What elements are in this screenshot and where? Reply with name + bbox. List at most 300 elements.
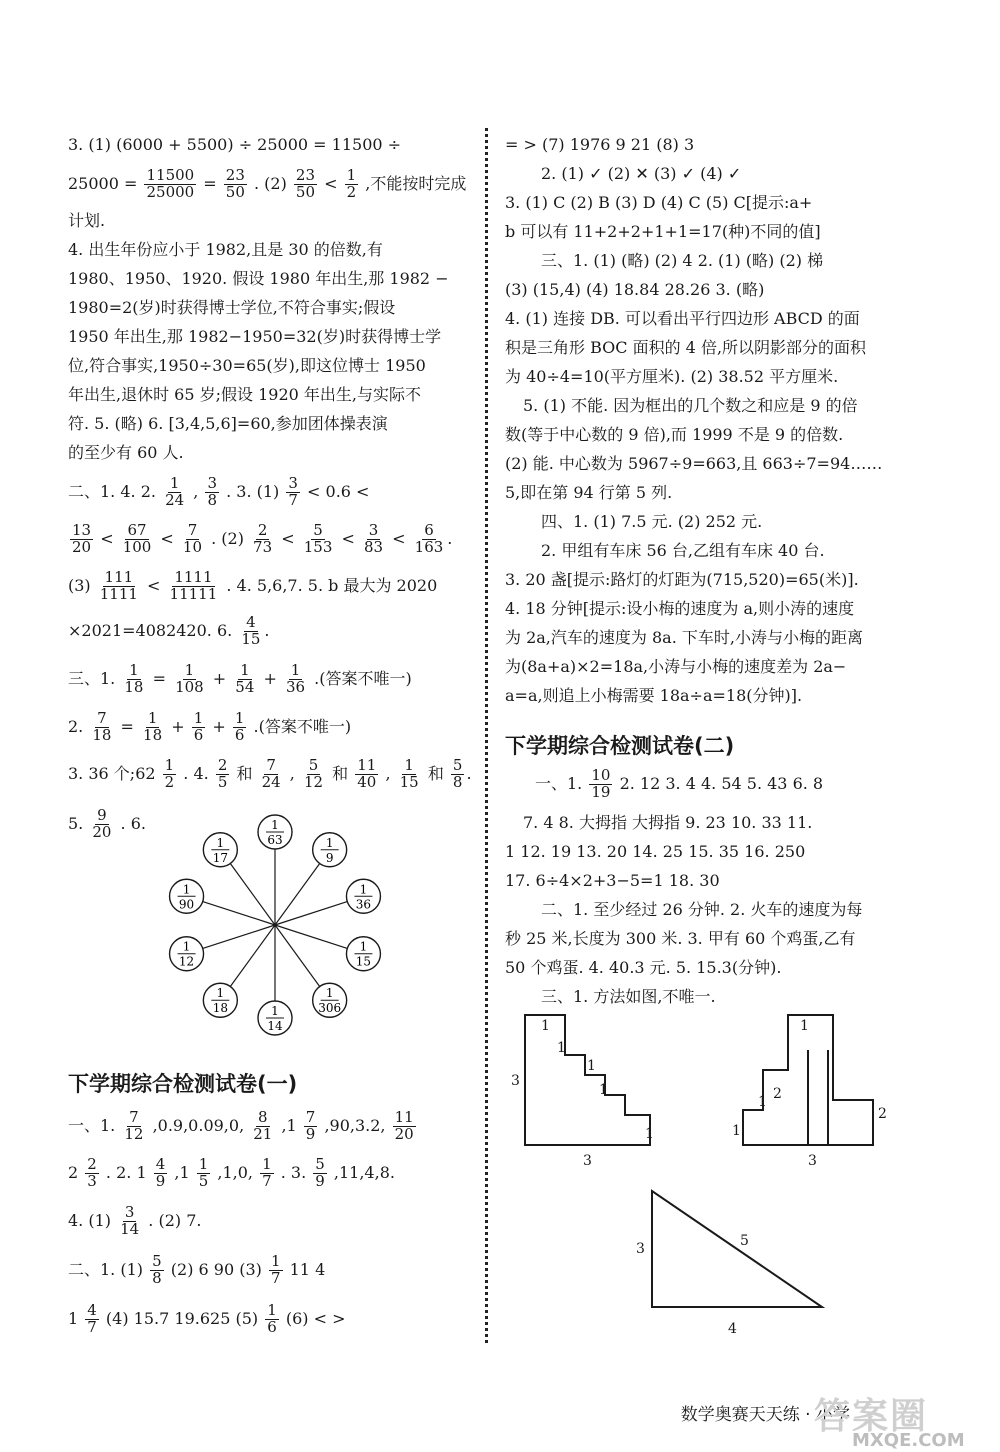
text-span: 计划. — [68, 211, 106, 230]
text-line — [523, 808, 812, 838]
wheel-denominator: 90 — [178, 897, 195, 912]
denominator: 5 — [198, 1171, 209, 1190]
numerator: 3 — [207, 474, 217, 492]
numerator: 1 — [267, 1301, 277, 1319]
numerator: 1 — [234, 709, 245, 727]
denominator: 8 — [152, 1268, 162, 1287]
text-span: (6) < > — [285, 1308, 346, 1328]
fraction — [313, 1157, 327, 1190]
text-line — [68, 1301, 346, 1336]
text-span: .(答案不唯一) — [314, 668, 412, 688]
text-span: 25000 = — [68, 173, 138, 193]
denominator: 8 — [452, 772, 463, 791]
l-shape-label: 3 — [808, 1153, 817, 1169]
text-span: ,不能按时完成 — [365, 173, 467, 193]
text-line — [68, 438, 184, 468]
numerator: 5 — [308, 756, 319, 774]
numerator: 5 — [313, 521, 323, 539]
numerator: 67 — [127, 521, 147, 539]
text-span: 3. (1) (6000 + 5500) ÷ 25000 = 11500 ÷ — [68, 135, 402, 154]
numerator: 1 — [270, 1252, 281, 1270]
denominator: 25000 — [146, 182, 195, 201]
wheel-numerator: 1 — [271, 1004, 279, 1018]
text-line — [68, 235, 383, 265]
numerator: 1 — [184, 661, 195, 679]
fraction-wheel-diagram — [162, 812, 388, 1038]
l-shape-label: 2 — [878, 1106, 887, 1122]
text-line — [68, 293, 395, 323]
denominator: 9 — [315, 1171, 325, 1190]
wheel-spoke — [275, 902, 347, 925]
text-span: 4. 18 分钟[提示:设小梅的速度为 a,则小涛的速度 — [505, 599, 855, 618]
staircase-label: 1 — [541, 1018, 550, 1034]
numerator: 1 — [262, 1155, 272, 1173]
wheel-numerator: 1 — [182, 939, 191, 954]
text-line — [541, 982, 716, 1012]
denominator: 8 — [207, 490, 217, 509]
numerator: 5 — [452, 756, 463, 774]
fraction — [118, 1205, 141, 1238]
fraction — [141, 711, 164, 744]
numerator: 7 — [187, 521, 198, 539]
wheel-denominator: 15 — [355, 954, 372, 969]
text-span: . 2. 1 — [105, 1162, 147, 1182]
denominator: 24 — [165, 490, 185, 509]
text-span: 和 — [236, 763, 253, 783]
text-line — [505, 362, 838, 392]
text-span: < — [341, 528, 355, 548]
denominator: 20 — [92, 822, 112, 841]
numerator: 8 — [258, 1108, 268, 1126]
text-line — [68, 380, 421, 410]
fraction — [216, 758, 230, 791]
numerator: 1 — [193, 709, 204, 727]
text-span: 2. 12 3. 4 4. 54 5. 43 6. 8 — [619, 773, 824, 793]
numerator: 10 — [591, 766, 611, 784]
wheel-spoke — [230, 864, 275, 925]
numerator: 1 — [198, 1155, 209, 1173]
denominator: 18 — [143, 725, 163, 744]
text-line: ×2021=4082420. 6. $\frac{4}{15}$ . — [68, 613, 270, 648]
text-span: 二、1. (1) — [68, 1259, 144, 1279]
denominator: 7 — [270, 1268, 281, 1287]
denominator: 108 — [175, 677, 204, 696]
denominator: 9 — [155, 1171, 166, 1190]
text-line — [505, 924, 855, 954]
text-span: < — [392, 528, 406, 548]
text-span: 50 个鸡蛋. 4. 40.3 元. 5. 15.3(分钟). — [505, 958, 782, 977]
text-span: 位,符合事实,1950÷30=65(岁),即这位博士 1950 — [68, 356, 426, 375]
triangle-label: 3 — [636, 1241, 645, 1257]
text-line — [68, 806, 146, 841]
text-span: 5. (1) 不能. 因为框出的几个数之和应是 9 的倍 — [523, 396, 858, 415]
text-line — [68, 1155, 395, 1190]
text-span: < 0.6 < — [307, 481, 370, 501]
numerator: 11 — [394, 1108, 414, 1126]
l-shape-label: 1 — [800, 1018, 809, 1034]
wheel-spoke — [203, 925, 275, 948]
text-span: ,1 — [281, 1115, 297, 1135]
fraction — [173, 663, 206, 696]
wheel-spoke — [275, 925, 320, 986]
text-span: 一、1. — [535, 773, 583, 793]
text-span: 为 2a,汽车的速度为 8a. 下车时,小涛与小梅的距离 — [505, 628, 863, 647]
page-footer: 数学奥赛天天练 · 小学 — [680, 1405, 850, 1425]
fraction — [286, 476, 300, 509]
denominator: 153 — [303, 537, 333, 556]
staircase-outline — [525, 1015, 650, 1145]
fraction — [90, 808, 113, 841]
text-span: , — [289, 763, 295, 783]
text-line — [505, 866, 720, 896]
text-line — [68, 1252, 326, 1287]
triangle-figure — [630, 1185, 840, 1345]
text-span: (2) 能. 中心数为 5967÷9=663,且 663÷7=94…… — [505, 454, 883, 473]
denominator: 6 — [193, 725, 204, 744]
text-span: ,11,4,8. — [333, 1162, 395, 1182]
denominator: 73 — [253, 537, 273, 556]
fraction — [197, 1157, 211, 1190]
wheel-denominator: 18 — [212, 1001, 228, 1016]
denominator: 36 — [285, 677, 306, 696]
text-line — [541, 895, 862, 925]
staircase-label: 1 — [587, 1058, 596, 1074]
wheel-spoke — [275, 864, 320, 925]
text-span: 3. 36 个;62 — [68, 763, 156, 783]
wheel-denominator: 36 — [355, 897, 372, 912]
denominator: 19 — [591, 782, 611, 801]
fraction — [122, 663, 145, 696]
fraction — [413, 523, 446, 556]
watermark-text: 答案圈 — [814, 1396, 929, 1437]
fraction — [192, 711, 206, 744]
denominator: 83 — [363, 537, 384, 556]
denominator: 100 — [122, 537, 152, 556]
text-span: .(答案不唯一) — [253, 716, 352, 736]
text-line — [505, 681, 802, 711]
numerator: 1 — [240, 661, 250, 679]
fraction — [260, 1157, 274, 1190]
numerator: 1 — [129, 661, 139, 679]
numerator: 1 — [164, 756, 175, 774]
text-line — [535, 766, 824, 801]
staircase-label: 3 — [511, 1073, 520, 1089]
text-span: 7. 4 8. 大拇指 大拇指 9. 23 10. 33 11. — [523, 813, 813, 832]
text-span: . 6. — [120, 813, 146, 833]
denominator: 21 — [253, 1124, 273, 1143]
text-span: + — [212, 716, 226, 736]
text-line — [505, 333, 866, 363]
triangle-label: 5 — [740, 1233, 749, 1249]
denominator: 40 — [357, 772, 377, 791]
text-line — [68, 409, 388, 439]
text-span: 数(等于中心数的 9 倍),而 1999 不是 9 的倍数. — [505, 425, 844, 444]
text-line — [505, 652, 846, 682]
fraction — [251, 1110, 274, 1143]
text-line — [68, 709, 352, 744]
fraction — [150, 1254, 164, 1287]
denominator: 15 — [399, 772, 419, 791]
text-line — [505, 594, 854, 624]
text-span: (4) 15.7 19.625 (5) — [105, 1308, 259, 1328]
denominator: 6 — [234, 725, 245, 744]
fraction — [168, 570, 220, 603]
denominator: 50 — [225, 182, 245, 201]
text-span: . (2) 7. — [148, 1210, 202, 1230]
text-span: . 4. — [183, 763, 209, 783]
text-span: 为 40÷4=10(平方厘米). (2) 38.52 平方厘米. — [505, 367, 839, 386]
text-span: 三、1. — [68, 668, 116, 688]
text-span: 为(8a+a)×2=18a,小涛与小梅的速度差为 2a− — [505, 657, 847, 676]
watermark-url: MXQE.COM — [852, 1430, 965, 1451]
text-line — [505, 837, 805, 867]
text-span: 2 — [68, 1162, 79, 1182]
text-span: + — [212, 668, 227, 688]
numerator: 2 — [87, 1155, 97, 1173]
numerator: 11 — [357, 756, 377, 774]
wheel-denominator: 306 — [318, 1001, 342, 1016]
text-span: < — [147, 575, 161, 595]
numerator: 111 — [104, 568, 134, 586]
text-line — [505, 188, 812, 218]
text-line: 3. 36 个;62 $\frac{1}{2}$ . 4. $\frac{2}{5}$ 和 $\frac{7}{24}$ , $\frac{5}{12}$ 和 $\frac{11}{40}$ , $\frac{1}{15}$ 和 $\frac{5}{8}$ . — [68, 756, 472, 791]
fraction — [269, 1254, 283, 1287]
fraction — [121, 523, 154, 556]
denominator: 50 — [295, 182, 316, 201]
text-line — [68, 264, 449, 294]
wheel-numerator: 1 — [216, 835, 225, 850]
text-span: ,1 — [174, 1162, 190, 1182]
wheel-numerator: 1 — [216, 986, 225, 1001]
denominator: 10 — [182, 537, 203, 556]
text-span: < — [100, 528, 114, 548]
fraction — [163, 758, 177, 791]
text-span: 5,即在第 94 行第 5 列. — [505, 483, 673, 502]
numerator: 13 — [72, 521, 92, 539]
wheel-spoke — [275, 925, 347, 948]
numerator: 4 — [155, 1155, 166, 1173]
numerator: 9 — [97, 806, 107, 824]
text-line — [505, 953, 781, 983]
text-span: ,1,0, — [217, 1162, 253, 1182]
text-span: . (2) — [253, 173, 287, 193]
text-span: 1 12. 19 13. 20 14. 25 15. 35 16. 250 — [505, 842, 806, 861]
fraction — [144, 168, 196, 201]
text-span: (3) (15,4) (4) 18.84 28.26 3. (略) — [505, 280, 765, 299]
exam2-title: 下学期综合检测试卷(二) — [505, 734, 735, 758]
text-line — [505, 420, 843, 450]
denominator: 15 — [241, 629, 261, 648]
denominator: 14 — [120, 1219, 140, 1238]
text-span: = — [152, 668, 166, 688]
fraction — [163, 476, 186, 509]
text-span: b 可以有 11+2+2+1+1=17(种)不同的值] — [505, 222, 821, 241]
numerator: 3 — [288, 474, 298, 492]
text-line — [68, 322, 441, 352]
numerator: 5 — [315, 1155, 325, 1173]
numerator: 4 — [87, 1301, 97, 1319]
numerator: 1111 — [174, 568, 213, 586]
text-span: 二、1. 至少经过 26 分钟. 2. 火车的速度为每 — [541, 900, 863, 919]
denominator: 18 — [124, 677, 144, 696]
wheel-denominator: 63 — [267, 833, 283, 847]
fraction — [355, 758, 378, 791]
staircase-label: 1 — [557, 1040, 566, 1056]
column-divider — [485, 128, 488, 1343]
text-span: . (2) — [211, 528, 244, 548]
denominator: 12 — [124, 1124, 144, 1143]
l-shape-label: 2 — [773, 1086, 782, 1102]
denominator: 5 — [217, 772, 228, 791]
numerator: 7 — [305, 1108, 316, 1126]
staircase-figure — [505, 1010, 665, 1175]
text-span: = — [203, 173, 217, 193]
text-span: 符. 5. (略) 6. [3,4,5,6]=60,参加团体操表演 — [68, 414, 388, 433]
denominator: 163 — [414, 537, 444, 556]
l-shape-label: 1 — [758, 1094, 767, 1110]
denominator: 54 — [235, 677, 255, 696]
fraction — [398, 758, 421, 791]
text-span: 年出生,退休时 65 岁;假设 1920 年出生,与实际不 — [68, 385, 421, 404]
text-span: 1 — [68, 1308, 79, 1328]
wheel-denominator: 14 — [267, 1019, 283, 1033]
fraction — [233, 663, 256, 696]
text-span: . 4. 5,6,7. 5. b 最大为 2020 — [226, 575, 438, 595]
text-span: 4. (1) — [68, 1210, 112, 1230]
numerator: 2 — [217, 756, 228, 774]
fraction — [294, 168, 317, 201]
text-line — [68, 568, 438, 603]
text-span: (3) — [68, 575, 91, 595]
text-line — [68, 166, 467, 201]
numerator: 11500 — [146, 166, 195, 184]
numerator: 2 — [257, 521, 268, 539]
denominator: 12 — [303, 772, 324, 791]
wheel-numerator: 1 — [182, 882, 191, 897]
wheel-numerator: 1 — [271, 818, 279, 832]
text-span: = — [120, 716, 134, 736]
wheel-numerator: 1 — [359, 882, 368, 897]
wheel-numerator: 1 — [325, 835, 334, 850]
numerator: 4 — [246, 613, 256, 631]
fraction — [233, 711, 247, 744]
fraction — [304, 1110, 318, 1143]
text-line — [505, 304, 860, 334]
fraction — [85, 1303, 99, 1336]
watermark-logo — [812, 1388, 1000, 1452]
fraction — [302, 758, 325, 791]
text-span: 三、1. (1) (略) (2) 4 2. (1) (略) (2) 梯 — [541, 251, 824, 270]
numerator: 7 — [129, 1108, 139, 1126]
fraction — [239, 615, 262, 648]
text-span: , — [385, 763, 391, 783]
text-span: < — [281, 528, 295, 548]
numerator: 3 — [124, 1203, 135, 1221]
text-span: 一、1. — [68, 1115, 116, 1135]
denominator: 7 — [262, 1171, 272, 1190]
text-span: 和 — [427, 763, 444, 783]
text-span: 17. 6÷4×2+3−5=1 18. 30 — [505, 871, 720, 890]
text-span: = > (7) 1976 9 21 (8) 3 — [505, 135, 695, 154]
fraction — [260, 758, 283, 791]
numerator: 1 — [169, 474, 180, 492]
exam1-title: 下学期综合检测试卷(一) — [68, 1072, 298, 1096]
numerator: 1 — [147, 709, 158, 727]
text-line — [68, 351, 426, 381]
staircase-label: 1 — [645, 1126, 654, 1142]
wheel-spoke — [203, 902, 275, 925]
numerator: 1 — [346, 166, 357, 184]
text-span: 四、1. (1) 7.5 元. (2) 252 元. — [541, 512, 763, 531]
wheel-spoke — [230, 925, 275, 986]
text-span: 3. (1) C (2) B (3) D (4) C (5) C[提示:a+ — [505, 193, 813, 212]
text-line — [505, 130, 694, 160]
text-span: + — [263, 668, 277, 688]
fraction — [265, 1303, 279, 1336]
denominator: 2 — [164, 772, 175, 791]
wheel-numerator: 1 — [359, 939, 368, 954]
fraction — [302, 523, 335, 556]
text-line — [505, 623, 863, 653]
numerator: 23 — [225, 166, 245, 184]
fraction — [393, 1110, 416, 1143]
text-span: , — [193, 481, 199, 501]
text-span: ,90,3.2, — [324, 1115, 386, 1135]
text-line — [541, 246, 823, 276]
text-span: 11 4 — [289, 1259, 326, 1279]
fraction — [90, 711, 113, 744]
numerator: 1 — [404, 756, 414, 774]
text-span: 和 — [332, 763, 349, 783]
text-span: < — [160, 528, 174, 548]
text-span: . 3. — [280, 1162, 307, 1182]
denominator: 7 — [288, 490, 298, 509]
text-span: 3. 20 盏[提示:路灯的灯距为(715,520)=65(米)]. — [505, 570, 859, 589]
fraction — [70, 523, 93, 556]
fraction — [154, 1157, 168, 1190]
text-span: ,0.9,0.09,0, — [152, 1115, 245, 1135]
text-span: 秒 25 米,长度为 300 米. 3. 甲有 60 个鸡蛋,乙有 — [505, 929, 856, 948]
text-line — [68, 130, 401, 160]
denominator: 2 — [346, 182, 357, 201]
fraction — [181, 523, 204, 556]
denominator: 7 — [87, 1317, 97, 1336]
text-line — [505, 565, 859, 595]
text-span: 二、1. 4. 2. — [68, 481, 156, 501]
text-span: 2. 甲组有车床 56 台,乙组有车床 40 台. — [541, 541, 825, 560]
text-span: . 3. (1) — [226, 481, 280, 501]
text-span: 1980、1950、1920. 假设 1980 年出生,那 1982 − — [68, 269, 449, 288]
text-line — [505, 449, 882, 479]
text-span: ×2021=4082420. 6. — [68, 620, 233, 640]
denominator: 11111 — [169, 584, 218, 603]
denominator: 6 — [267, 1317, 277, 1336]
text-span: (2) 6 90 (3) — [170, 1259, 262, 1279]
wheel-denominator: 17 — [212, 850, 228, 865]
denominator: 20 — [394, 1124, 414, 1143]
text-line — [68, 474, 370, 509]
denominator: 3 — [87, 1171, 97, 1190]
fraction — [589, 768, 612, 801]
text-line — [68, 1203, 202, 1238]
text-span: 2. (1) ✓ (2) ✕ (3) ✓ (4) ✓ — [541, 164, 742, 183]
text-line — [68, 206, 105, 236]
triangle-label: 4 — [728, 1321, 737, 1337]
text-line — [523, 391, 858, 421]
text-span: 三、1. 方法如图,不唯一. — [541, 987, 716, 1006]
text-span: 1950 年出生,那 1982−1950=32(岁)时获得博士学 — [68, 327, 442, 346]
text-span: + — [171, 716, 185, 736]
